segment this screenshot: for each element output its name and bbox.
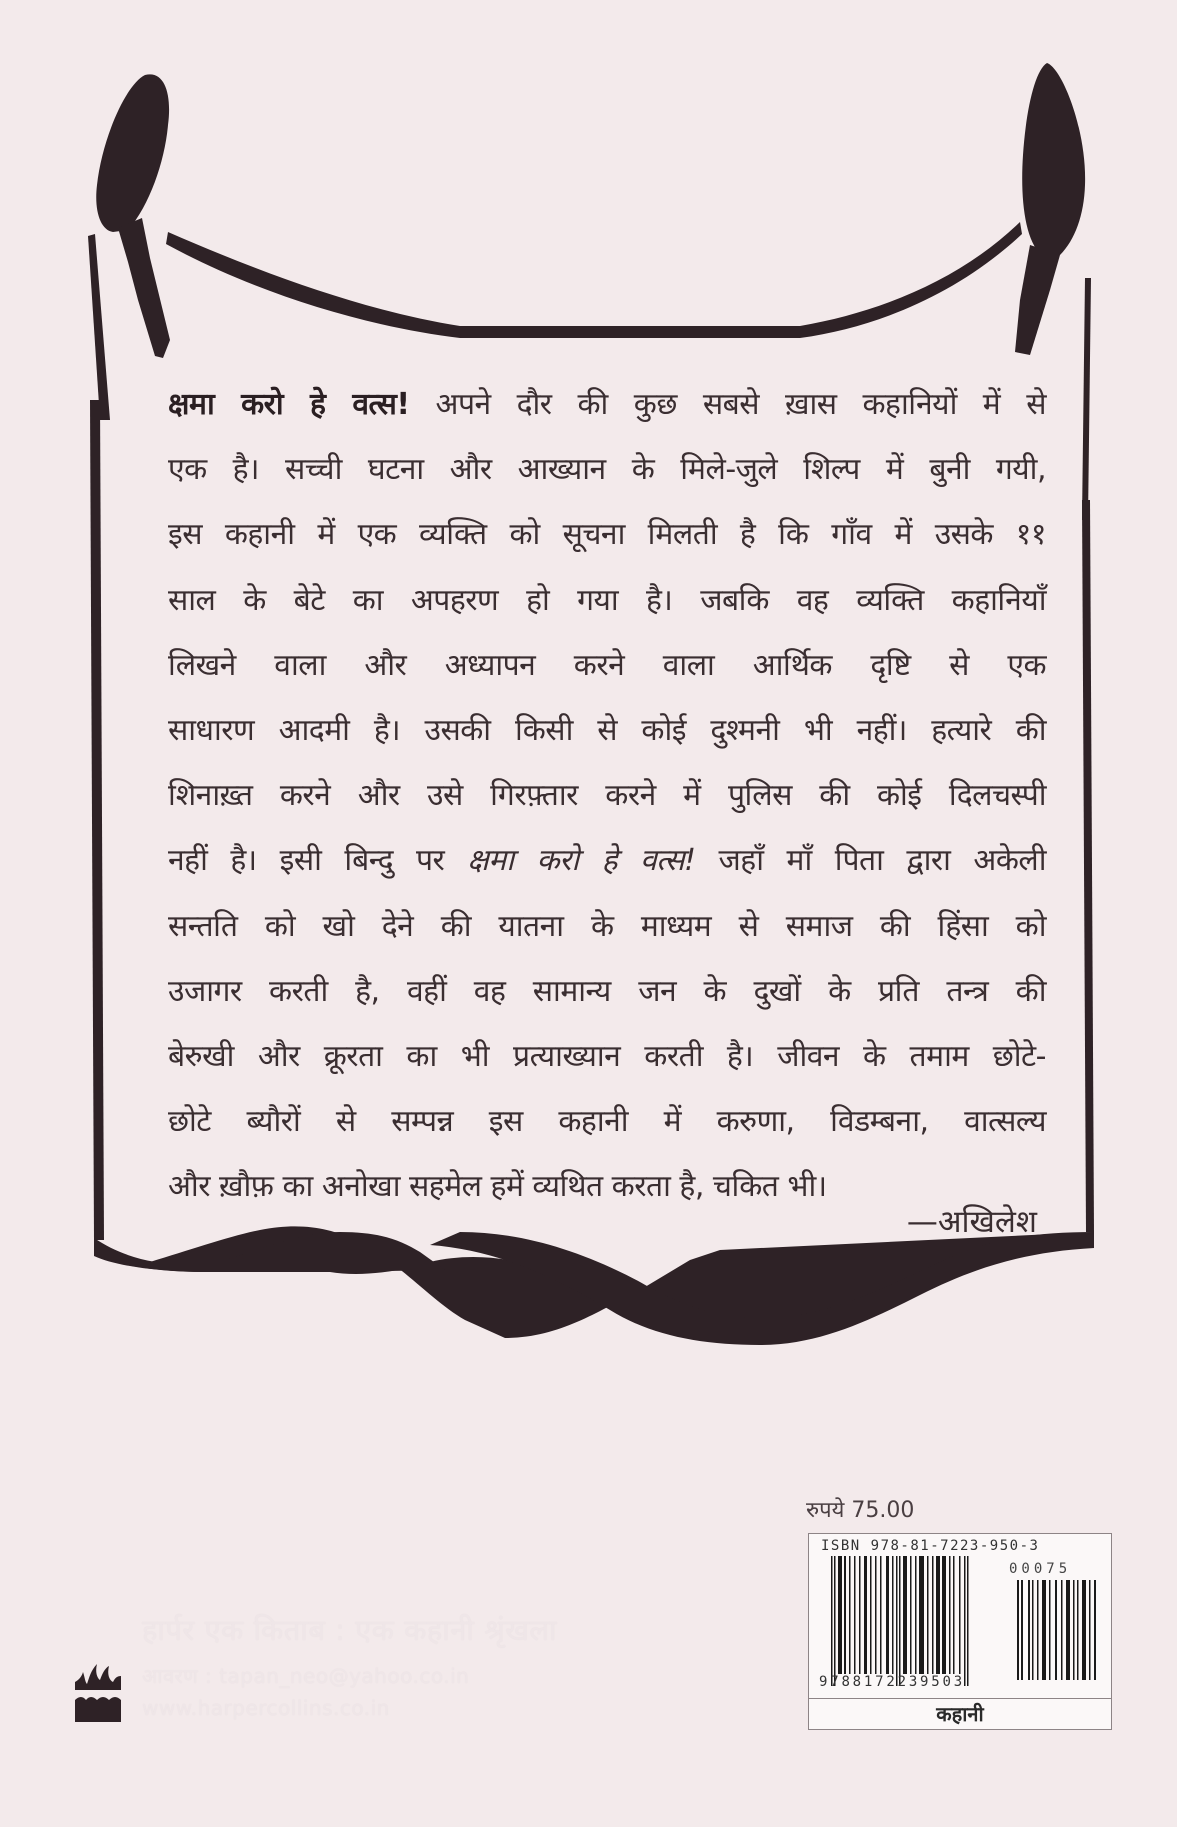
ean-digits: 9788172239503 (819, 1674, 965, 1690)
scroll-top-band (166, 222, 1022, 338)
isbn-number: ISBN 978-81-7223-950-3 (821, 1538, 1040, 1554)
blurb-line: नहीं है। इसी बिन्दु पर क्षमा करो हे वत्स! जहाँ माँ पिता द्वारा अकेली (168, 843, 1046, 879)
blurb-line: सन्तति को खो देने की यातना के माध्यम से समाज की हिंसा को (168, 908, 1046, 944)
scroll-left-edge (90, 400, 104, 1240)
blurb-line: शिनाख़्त करने और उसे गिरफ़्तार करने में पुलिस की कोई दिलचस्पी (168, 778, 1046, 814)
blurb-line: क्षमा करो हे वत्स! अपने दौर की कुछ सबसे ख़ास कहानियों में से (168, 387, 1046, 422)
price-label: रुपये 75.00 (806, 1498, 915, 1523)
isbn-barcode-box (808, 1533, 1112, 1730)
series-title: हार्पर एक किताब : एक कहानी श्रृंखला (142, 1613, 558, 1647)
blurb-line: छोटे ब्यौरों से सम्पन्न इस कहानी में करुणा, विडम्बना, वात्सल्य (168, 1104, 1046, 1140)
barcode-addon-digits: 00075 (1009, 1561, 1072, 1577)
scroll-right-edge (1082, 500, 1094, 1232)
blurb-line: साधारण आदमी है। उसकी किसी से कोई दुश्मनी भी नहीं। हत्यारे की (168, 713, 1046, 749)
ean-barcode-icon (831, 1556, 971, 1686)
price-addon-barcode-icon (1017, 1580, 1099, 1680)
blurb-line: बेरुखी और क्रूरता का भी प्रत्याख्यान करती है। जीवन के तमाम छोटे- (168, 1039, 1046, 1075)
blurb-line: इस कहानी में एक व्यक्ति को सूचना मिलती है कि गाँव में उसके ११ (168, 517, 1046, 553)
book-title-italic: क्षमा करो हे वत्स! (467, 843, 696, 879)
blurb-line: लिखने वाला और अध्यापन करने वाला आर्थिक दृष्टि से एक (168, 647, 1046, 683)
book-title-bold: क्षमा करो हे वत्स! (168, 387, 410, 422)
back-cover-blurb (168, 372, 1046, 1220)
publisher-website: www.harpercollins.co.in (142, 1696, 390, 1720)
harpercollins-logo-icon (75, 1660, 121, 1722)
author-signature: —अखिलेश (906, 1204, 1037, 1240)
blurb-line: उजागर करती है, वहीं वह सामान्य जन के दुखों के प्रति तन्त्र की (168, 973, 1046, 1009)
blurb-line: एक है। सच्ची घटना और आख्यान के मिले-जुले शिल्प में बुनी गयी, (168, 452, 1046, 488)
left-scroll-handle-icon (88, 74, 170, 420)
genre-category-label: कहानी (809, 1698, 1111, 1729)
blurb-line: साल के बेटे का अपहरण हो गया है। जबकि वह व्यक्ति कहानियाँ (168, 582, 1046, 618)
cover-design-credit: आवरण : tapan_neo@yahoo.co.in (142, 1664, 470, 1688)
blurb-line: और ख़ौफ़ का अनोखा सहमेल हमें व्यथित करता है, चकित भी। (168, 1169, 827, 1205)
